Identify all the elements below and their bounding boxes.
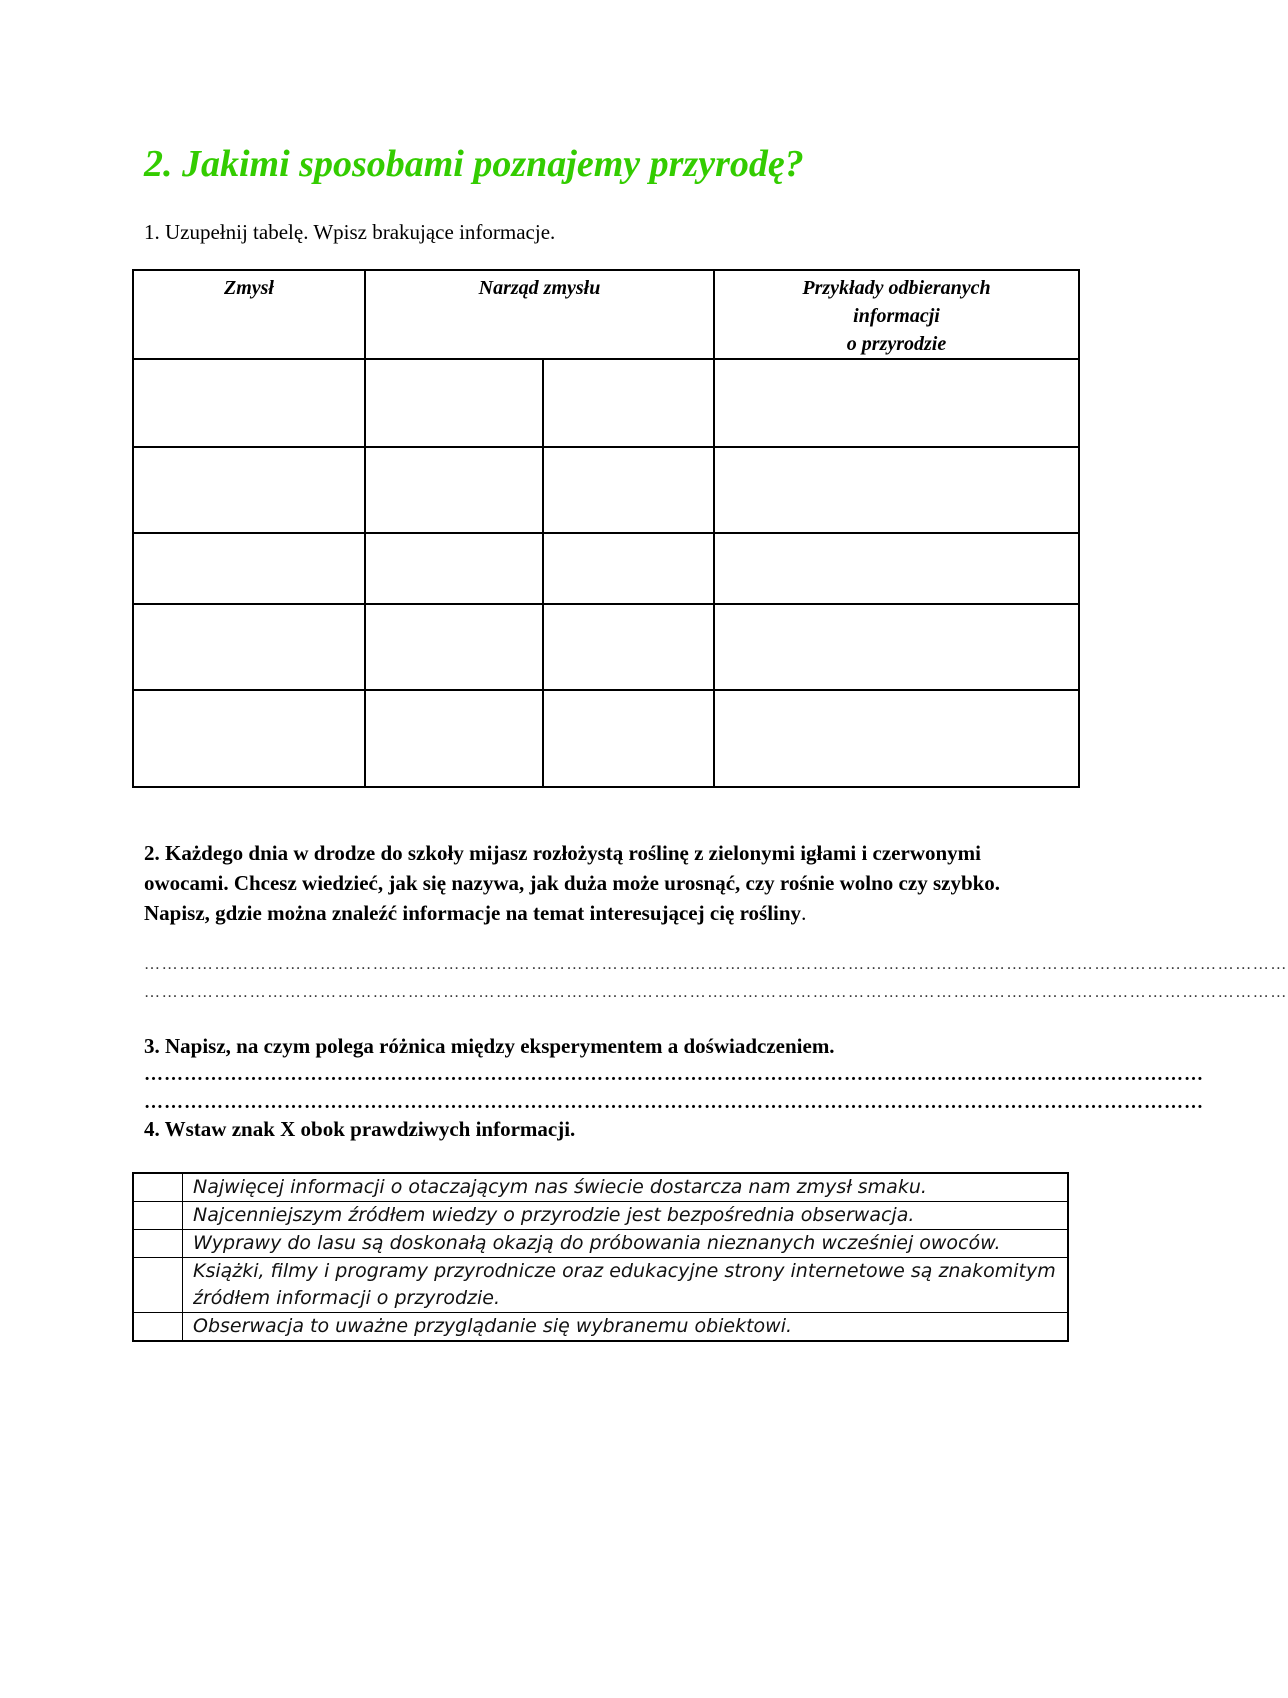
checkbox-cell[interactable] <box>133 1258 183 1313</box>
header-zmysl: Zmysł <box>133 270 365 359</box>
table-row <box>133 1258 1068 1313</box>
answer-cell[interactable] <box>714 533 1079 604</box>
exercise-2-period: . <box>801 901 807 925</box>
answer-cell[interactable] <box>365 447 543 533</box>
table-row <box>133 359 1079 447</box>
statement-text: Najcenniejszym źródłem wiedzy o przyrodzie jest bezpośrednia obserwacja. <box>183 1202 1069 1230</box>
answer-cell[interactable] <box>133 359 365 447</box>
answer-cell[interactable] <box>365 690 543 787</box>
page-title: 2. Jakimi sposobami poznajemy przyrodę? <box>144 143 804 185</box>
exercise-2-body: 2. Każdego dnia w drodze do szkoły mijasz rozłożystą roślinę z zielonymi igłami i czerwonymi owocami. Chcesz wiedzieć, jak się nazywa, jak duża może urosnąć, czy rośnie wolno czy szybko. Napisz, gdzie można znaleźć informacje na temat interesującej cię rośliny <box>144 841 1001 925</box>
table-row <box>133 1313 1068 1342</box>
senses-table <box>132 269 1080 788</box>
answer-cell[interactable] <box>365 359 543 447</box>
answer-cell[interactable] <box>133 447 365 533</box>
answer-line[interactable]: …………………………………………………………………………………………………………………………………………………………………………… <box>144 956 1288 973</box>
answer-cell[interactable] <box>133 690 365 787</box>
header-przyklady <box>714 270 1079 359</box>
answer-line[interactable]: …………………………………………………………………………………………………………………………………………………………………………… <box>144 984 1288 1001</box>
answer-line[interactable]: …………………………………………………………………………………………………………………………………………… <box>144 1064 1204 1085</box>
exercise-1-heading: 1. Uzupełnij tabelę. Wpisz brakujące informacje. <box>144 220 556 244</box>
header-przyklady-line: informacji <box>853 305 940 327</box>
answer-cell[interactable] <box>133 533 365 604</box>
exercise-4-heading: 4. Wstaw znak X obok prawdziwych informacji. <box>144 1117 576 1141</box>
answer-cell[interactable] <box>543 533 714 604</box>
answer-cell[interactable] <box>714 359 1079 447</box>
checkbox-cell[interactable] <box>133 1173 183 1202</box>
answer-line[interactable]: …………………………………………………………………………………………………………………………………………… <box>144 1092 1204 1113</box>
answer-cell[interactable] <box>365 604 543 690</box>
checkbox-cell[interactable] <box>133 1202 183 1230</box>
header-narzad-zmyslu: Narząd zmysłu <box>365 270 714 359</box>
answer-cell[interactable] <box>714 604 1079 690</box>
exercise-2-text <box>144 838 1064 928</box>
answer-cell[interactable] <box>543 604 714 690</box>
checkbox-cell[interactable] <box>133 1313 183 1342</box>
table-row <box>133 690 1079 787</box>
statement-text: Najwięcej informacji o otaczającym nas świecie dostarcza nam zmysł smaku. <box>183 1173 1069 1202</box>
statement-text: Książki, filmy i programy przyrodnicze oraz edukacyjne strony internetowe są znakomitym źródłem informacji o przyrodzie. <box>183 1258 1069 1313</box>
statement-text: Wyprawy do lasu są doskonałą okazją do próbowania nieznanych wcześniej owoców. <box>183 1230 1069 1258</box>
answer-cell[interactable] <box>543 359 714 447</box>
header-przyklady-line: o przyrodzie <box>846 333 947 355</box>
table-row <box>133 1202 1068 1230</box>
answer-cell[interactable] <box>133 604 365 690</box>
checkbox-cell[interactable] <box>133 1230 183 1258</box>
answer-cell[interactable] <box>543 690 714 787</box>
table-row <box>133 1173 1068 1202</box>
table-row <box>133 447 1079 533</box>
exercise-3-heading: 3. Napisz, na czym polega różnica między eksperymentem a doświadczeniem. <box>144 1034 835 1058</box>
answer-cell[interactable] <box>365 533 543 604</box>
answer-cell[interactable] <box>714 690 1079 787</box>
table-row <box>133 1230 1068 1258</box>
answer-cell[interactable] <box>714 447 1079 533</box>
table-row <box>133 604 1079 690</box>
answer-cell[interactable] <box>543 447 714 533</box>
header-przyklady-line: Przykłady odbieranych <box>802 277 991 299</box>
table-row <box>133 533 1079 604</box>
statement-text: Obserwacja to uważne przyglądanie się wybranemu obiektowi. <box>183 1313 1069 1342</box>
true-false-table <box>132 1172 1069 1342</box>
